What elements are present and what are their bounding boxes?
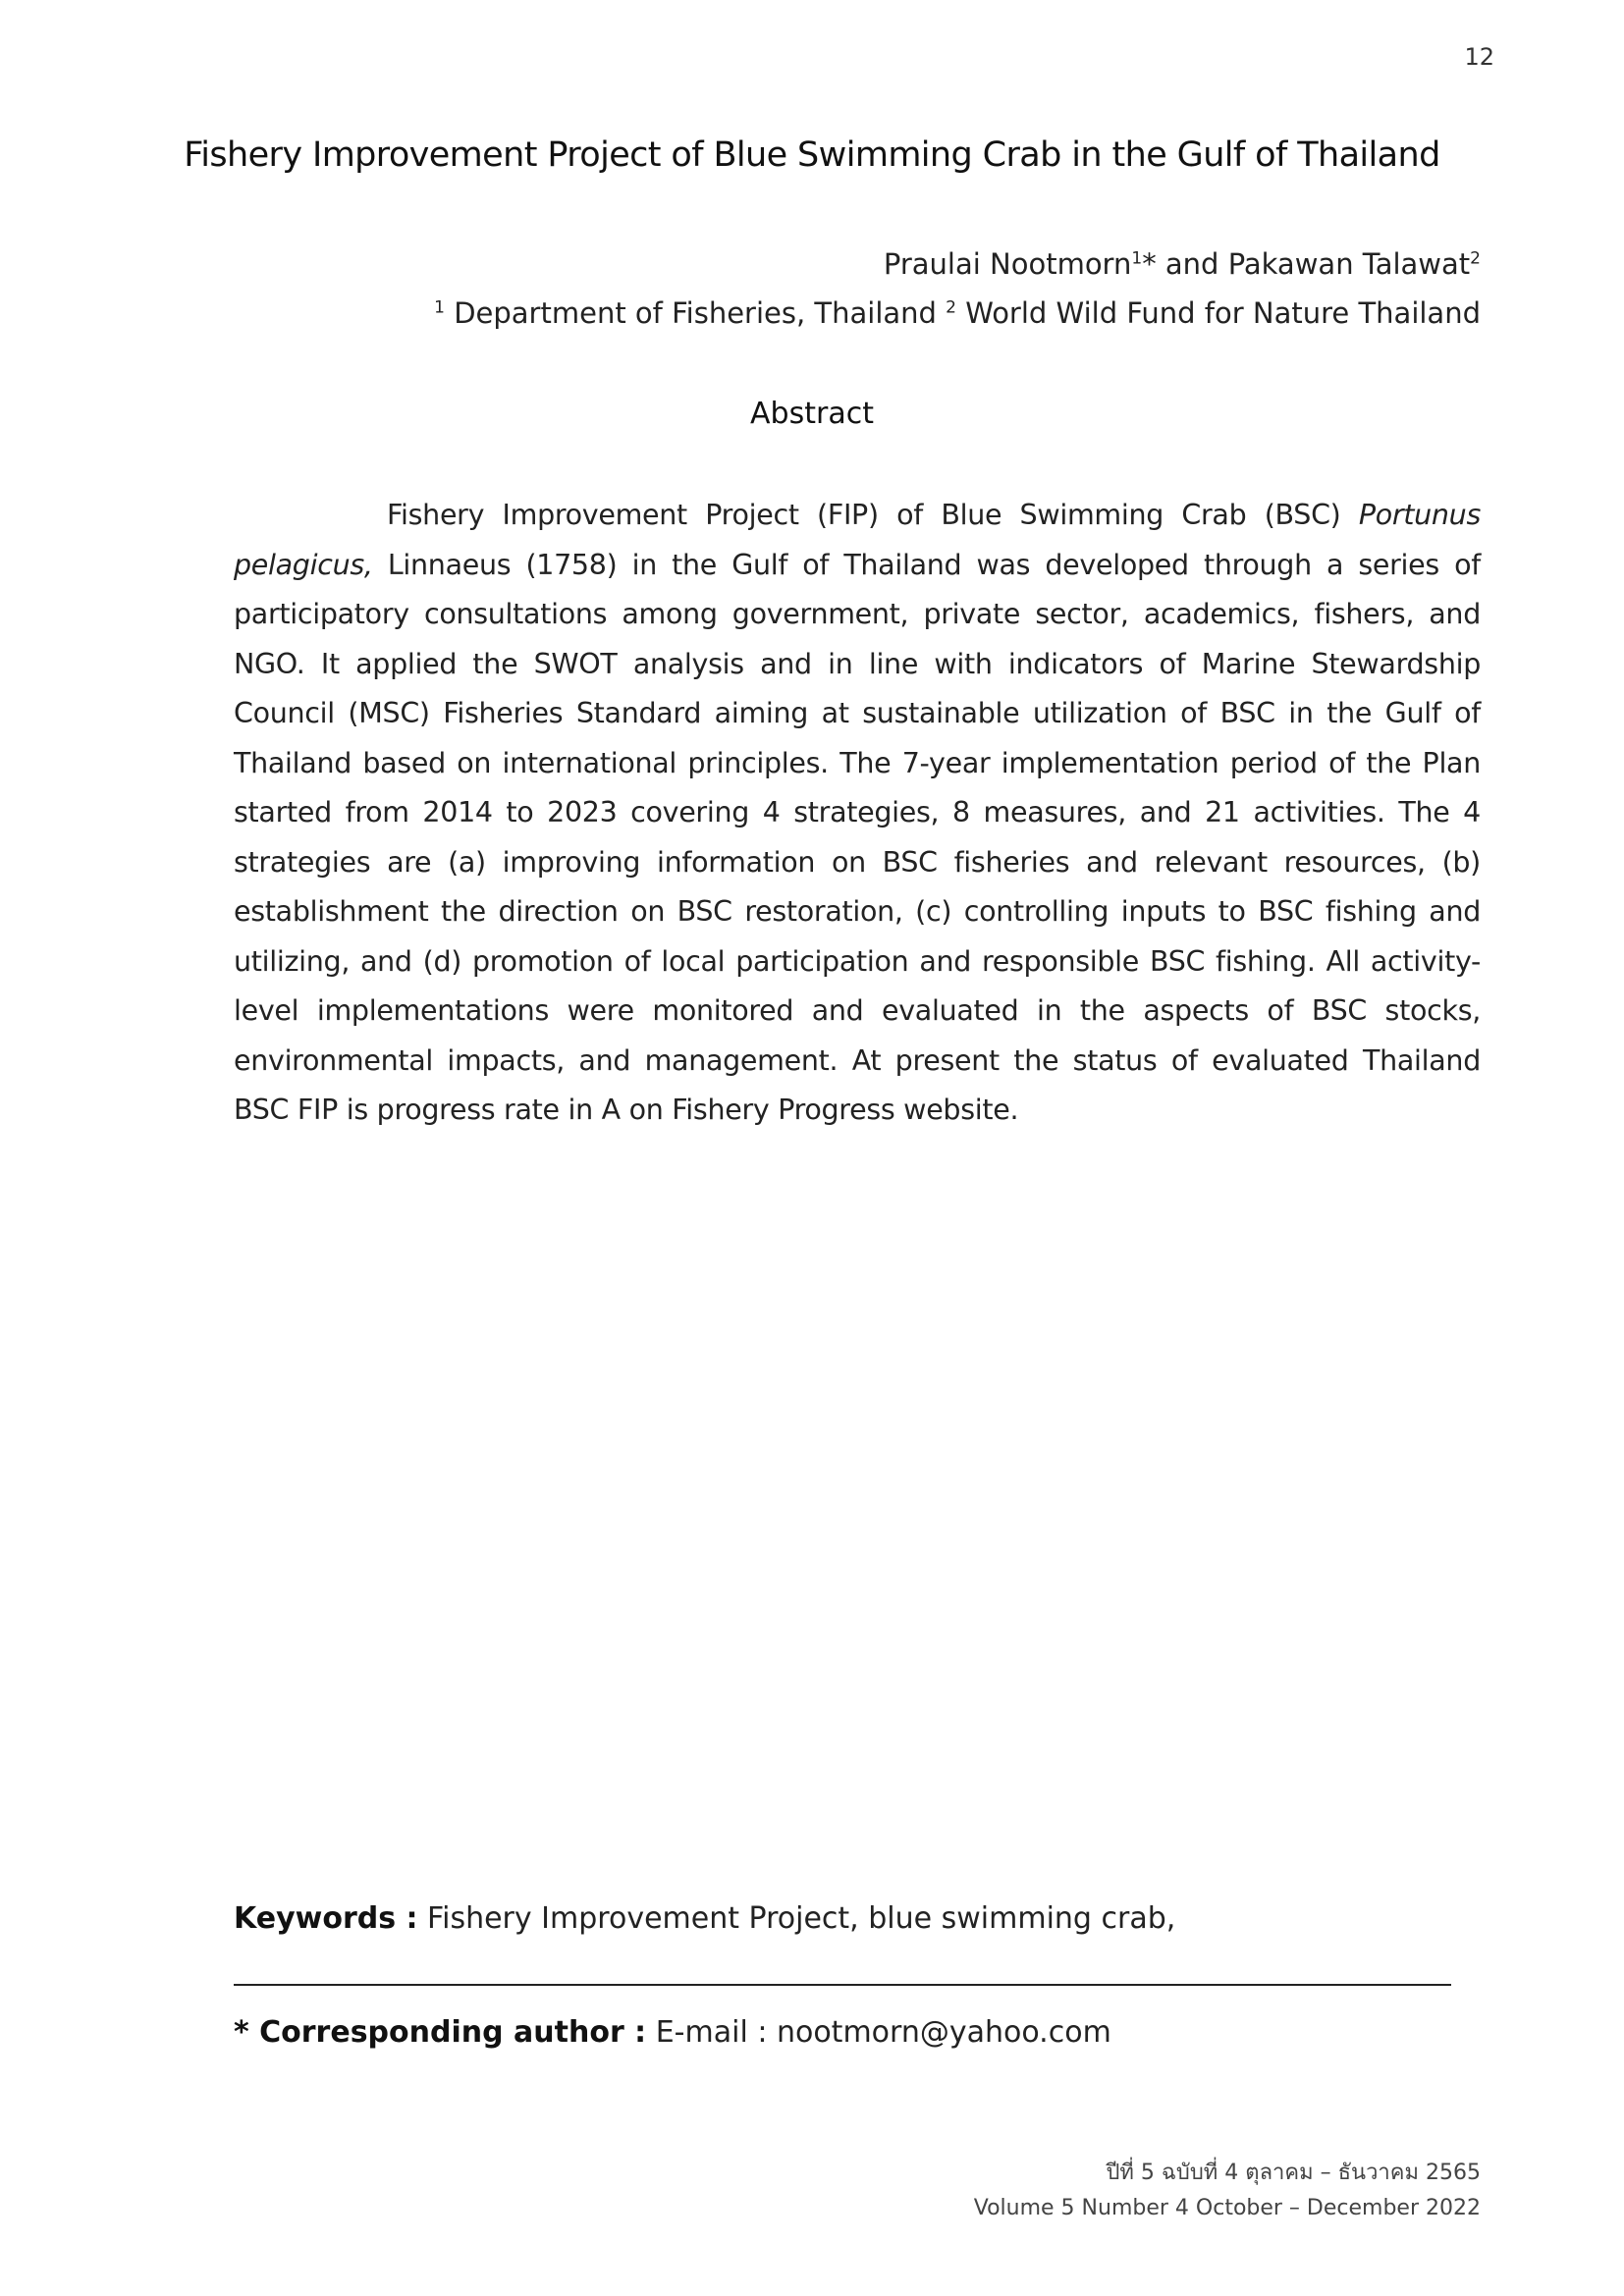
- affiliation-line: [434, 296, 1481, 330]
- species-name: Portunus pelagicus,: [234, 499, 1481, 581]
- author-conjunction: and: [1156, 247, 1228, 281]
- footnote-divider: [234, 1984, 1451, 1986]
- author-2-affiliation-mark: 2: [1470, 248, 1481, 269]
- author-1-affiliation-mark: 1: [1131, 248, 1143, 269]
- abstract-heading: Abstract: [750, 397, 874, 431]
- keywords-label: Keywords :: [234, 1901, 418, 1936]
- page-number: 12: [1464, 43, 1494, 71]
- paper-title: Fishery Improvement Project of Blue Swimming Crab in the Gulf of Thailand: [184, 135, 1440, 175]
- footer-english-issue: Volume 5 Number 4 October – December 2022: [973, 2196, 1481, 2220]
- affiliation-1-text: Department of Fisheries, Thailand: [444, 296, 947, 330]
- author-line: [884, 247, 1481, 281]
- abstract-text-rest: Linnaeus (1758) in the Gulf of Thailand was developed through a series of participatory consultations among government, private sector, academics, fishers, and NGO. It applied the SWOT analysis and in line with indicators of Marine Stewardship Council (MSC) Fisheries Standard aiming at sustainable utilization of BSC in the Gulf of Thailand based on international principles. The 7-year implementation period of the Plan started from 2014 to 2023 covering 4 strategies, 8 measures, and 21 activities. The 4 strategies are (a) improving information on BSC fisheries and relevant resources, (b) establishment the direction on BSC restoration, (c) controlling inputs to BSC fishing and utilizing, and (d) promotion of local participation and responsible BSC fishing. All activity-level implementations were monitored and evaluated in the aspects of BSC stocks, environmental impacts, and management. At present the status of evaluated Thailand BSC FIP is progress rate in A on Fishery Progress website.: [234, 548, 1481, 1126]
- affiliation-1-mark: 1: [434, 297, 445, 318]
- corresponding-mark: *: [1142, 247, 1157, 281]
- keywords-value: Fishery Improvement Project, blue swimming crab,: [417, 1901, 1176, 1936]
- author-1-name: Praulai Nootmorn: [883, 247, 1132, 281]
- author-2-name: Pakawan Talawat: [1227, 247, 1471, 281]
- abstract-text-start: Fishery Improvement Project (FIP) of Blue Swimming Crab (BSC): [387, 499, 1359, 531]
- affiliation-2-mark: 2: [946, 297, 956, 318]
- abstract-body: [234, 491, 1481, 1136]
- corresponding-author: [234, 2015, 1111, 2050]
- journal-footer: [974, 2156, 1481, 2226]
- footer-thai-issue: ปีที่ 5 ฉบับที่ 4 ตุลาคม – ธันวาคม 2565: [1106, 2161, 1481, 2185]
- keywords: [234, 1901, 1175, 1936]
- corresponding-author-label: * Corresponding author :: [234, 2015, 647, 2050]
- affiliation-2-text: World Wild Fund for Nature Thailand: [956, 296, 1481, 330]
- corresponding-author-email: E-mail : nootmorn@yahoo.com: [646, 2015, 1111, 2050]
